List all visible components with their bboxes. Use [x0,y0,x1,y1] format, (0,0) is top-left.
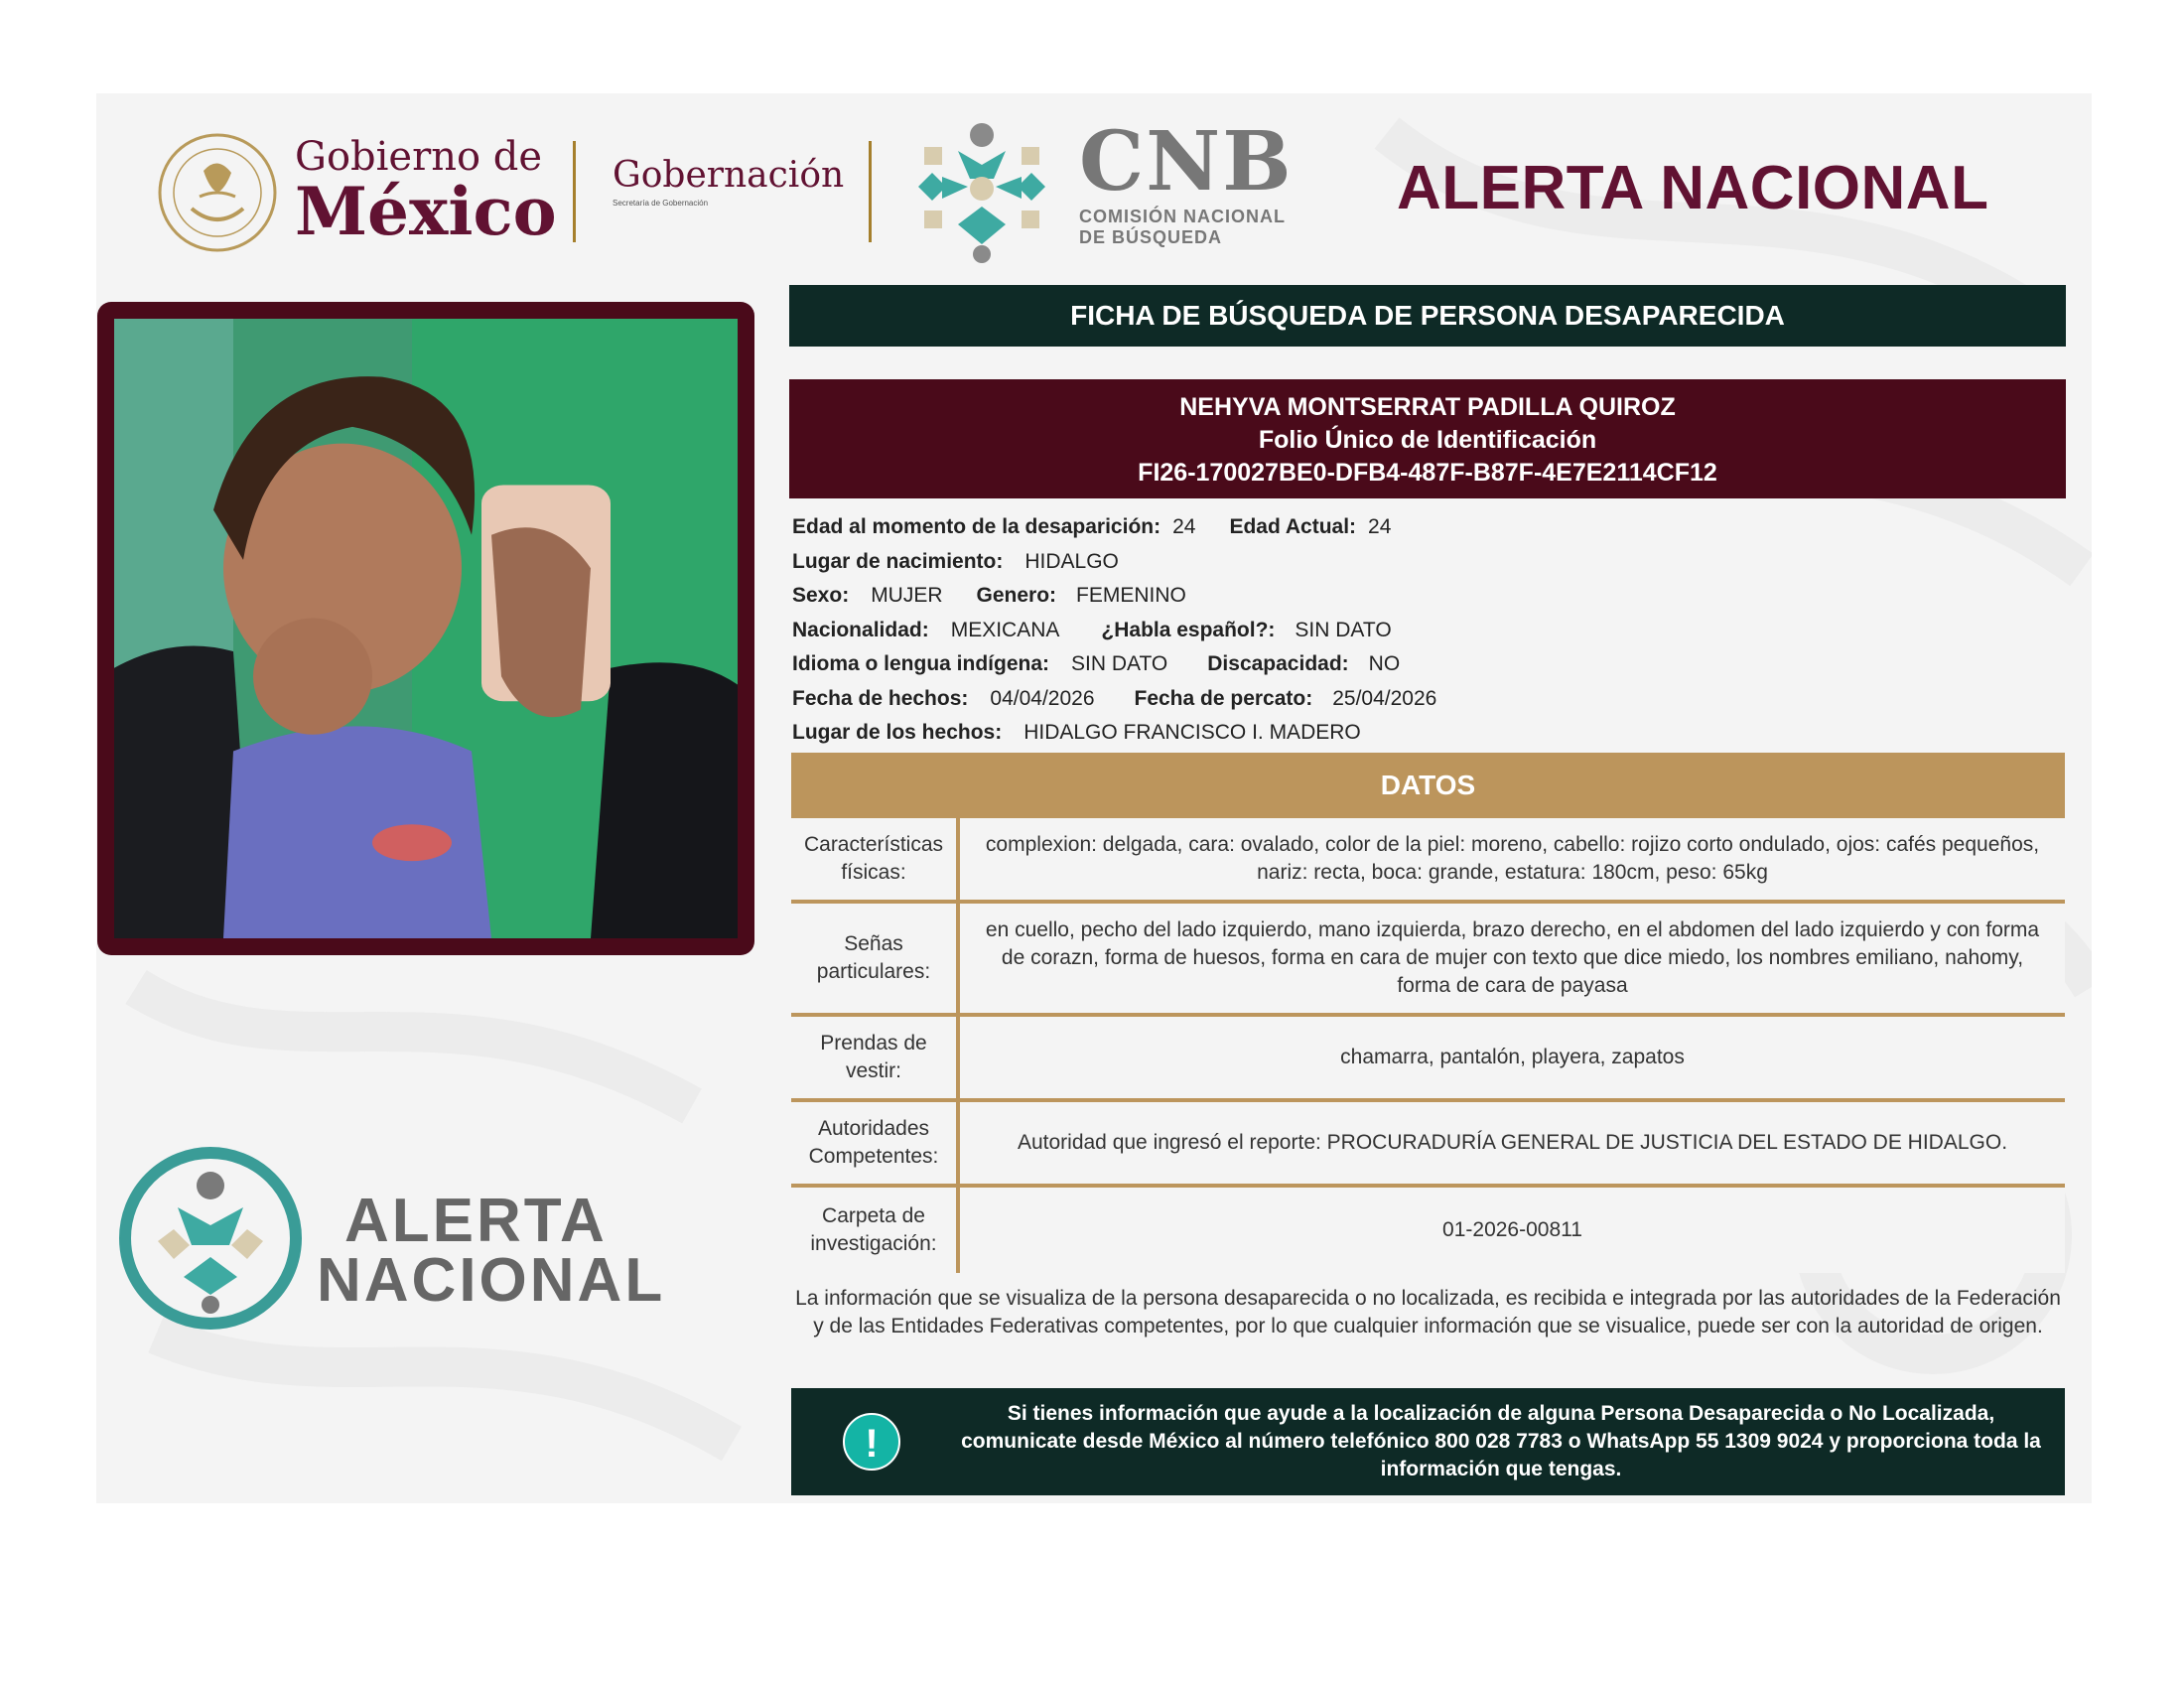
field-value: HIDALGO [1024,549,1119,573]
folio-value: FI26-170027BE0-DFB4-487F-B87F-4E7E2114CF12 [1138,459,1717,487]
field-row [792,682,2063,717]
wordmark-line2: NACIONAL [317,1246,666,1315]
missing-person-photo [114,319,738,938]
table-row [791,818,2065,904]
row-value: en cuello, pecho del lado izquierdo, mano izquierda, brazo derecho, en el abdomen del lado izquierdo y con forma de corazn, forma de huesos, forma en cara de mujer con texto que dice miedo, los nombres emiliano, nahomy, forma de cara de payasa [985,918,2040,997]
field-row [792,579,2063,614]
gobernacion-title: Gobernación [613,155,845,196]
table-row [791,1102,2065,1188]
field-label: Discapacidad: [1207,652,1349,675]
person-name: NEHYVA MONTSERRAT PADILLA QUIROZ [1179,393,1676,421]
table-row [791,1017,2065,1102]
field-label: Fecha de hechos: [792,686,969,710]
row-label: Autoridades Competentes: [791,1102,960,1184]
row-value: complexion: delgada, cara: ovalado, color de la piel: moreno, cabello: rojizo corto ondulado, ojos: cafés pequeños, nariz: recta, boca: grande, estatura: 180cm, peso: 65kg [985,833,2040,884]
disclaimer-text: La información que se visualiza de la persona desaparecida o no localizada, es recibida e integrada por las autoridades de la Federación y de las Entidades Federativas competentes, por lo que cualquier información que se visualice, puede ser con la autoridad de origen. [795,1287,2061,1337]
contact-info-bar [791,1388,2065,1495]
field-label: Lugar de nacimiento: [792,549,1004,573]
table-row [791,904,2065,1017]
datos-header: DATOS [791,753,2065,818]
field-label: Edad Actual: [1229,515,1357,538]
folio-label: Folio Único de Identificación [1258,426,1597,454]
alerta-nacional-wordmark [317,1187,666,1315]
field-value: SIN DATO [1071,652,1168,675]
row-label: Prendas de vestir: [791,1017,960,1098]
header-divider [869,141,872,242]
field-label: Genero: [976,584,1057,607]
photo-frame [97,302,754,955]
field-label: Idioma o lengua indígena: [792,652,1050,675]
row-label: Carpeta de investigación: [791,1188,960,1273]
field-label: Fecha de percato: [1134,686,1313,710]
field-value: HIDALGO FRANCISCO I. MADERO [1024,721,1361,744]
person-fields [792,510,2063,751]
field-value: 24 [1368,515,1392,538]
field-value: FEMENINO [1076,584,1186,607]
field-value: NO [1368,652,1401,675]
person-identity-bar [789,379,2066,498]
row-label: Características físicas: [791,818,960,900]
table-row [791,1188,2065,1273]
header-divider [573,141,576,242]
exclamation-icon: ! [843,1413,900,1471]
gobierno-de-mexico-logo [295,134,557,250]
field-value: 25/04/2026 [1332,686,1437,710]
field-value: SIN DATO [1295,618,1392,641]
coat-of-arms-icon [156,131,279,254]
field-label: Nacionalidad: [792,618,929,641]
contact-info-text: Si tienes información que ayude a la localización de alguna Persona Desaparecida o No Localizada, comunicate desde México al número telefónico 800 028 7783 o WhatsApp 55 1309 9024 y proporciona toda la información que tengas. [961,1402,2041,1480]
row-label: Señas particulares: [791,904,960,1013]
cnb-logo-icon [902,107,1061,266]
cnb-subtitle-1: COMISIÓN NACIONAL [1079,207,1286,226]
datos-table [791,818,2065,1273]
field-value: 24 [1172,515,1196,538]
field-label: Lugar de los hechos: [792,721,1003,744]
gobierno-line2: México [295,173,557,250]
alerta-nacional-logo-icon [118,1146,303,1331]
field-row [792,647,2063,682]
cnb-wordmark [1079,114,1294,248]
ficha-title-bar: FICHA DE BÚSQUEDA DE PERSONA DESAPARECIDA [789,285,2066,347]
field-row [792,545,2063,580]
gobernacion-logo [613,155,844,208]
row-value: Autoridad que ingresó el reporte: PROCURADURÍA GENERAL DE JUSTICIA DEL ESTADO DE HIDALGO. [1017,1131,2008,1154]
row-value: 01-2026-00811 [1442,1218,1582,1241]
field-value: 04/04/2026 [990,686,1095,710]
field-value: MUJER [871,584,943,607]
gobernacion-subtitle: Secretaría de Gobernación [613,199,709,208]
field-label: ¿Habla español?: [1101,618,1276,641]
field-label: Sexo: [792,584,850,607]
cnb-title: CNB [1079,114,1294,210]
field-value: MEXICANA [950,618,1060,641]
field-row [792,716,2063,751]
row-value: chamarra, pantalón, playera, zapatos [1340,1046,1685,1068]
field-label: Edad al momento de la desaparición: [792,515,1161,538]
wordmark-line1: ALERTA [344,1187,608,1255]
field-row [792,510,2063,545]
alert-sheet [96,93,2092,1503]
gobierno-line1: Gobierno de [295,134,543,180]
alerta-nacional-title: ALERTA NACIONAL [1397,154,1989,222]
header [96,93,2092,292]
field-row [792,614,2063,648]
cnb-subtitle-2: DE BÚSQUEDA [1079,227,1223,247]
